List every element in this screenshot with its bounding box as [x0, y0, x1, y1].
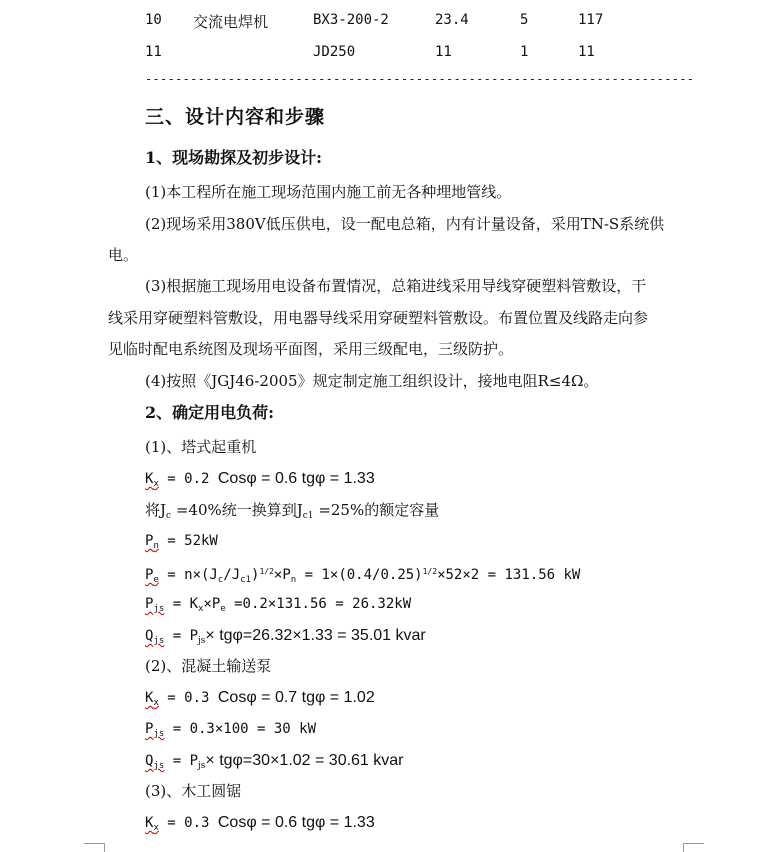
formula-line: 将$J_c =40\%$统一换算到$J_{c1} =25\%$的额定容量 — [145, 501, 440, 521]
table-cell-model: JD250 — [313, 44, 356, 60]
item-title: (3)、木工圆锯 — [145, 782, 242, 800]
paragraph: (3)根据施工现场用电设备布置情况，总箱进线采用导线穿硬塑料管敷设，干 — [145, 277, 647, 295]
formula-line: $K_x = 0.2$ Cosφ = 0.6 tgφ = 1.33 — [145, 470, 375, 489]
formula-line: $K_x = 0.3$ Cosφ = 0.7 tgφ = 1.02 — [145, 689, 375, 708]
separator-line: ------------------------------------------------------------------------- — [145, 72, 695, 86]
formula-line: $K_x = 0.3$ Cosφ = 0.6 tgφ = 1.33 — [145, 814, 375, 833]
formula-line: $P_{js} = 0.3\times 100 = 30$ kW — [145, 721, 316, 739]
paragraph: (4)按照《JGJ46-2005》规定制定施工组织设计，接地电阻R≤4Ω。 — [145, 372, 599, 390]
table-cell-power: 11 — [435, 44, 452, 60]
table-cell-total: 117 — [578, 12, 604, 28]
table-cell-qty: 5 — [520, 12, 529, 28]
symbol: $K_x$ — [145, 471, 159, 489]
item-title: (2)、混凝土输送泵 — [145, 657, 272, 675]
subsection-title: 2、确定用电负荷: — [145, 403, 275, 422]
paragraph-continued: 见临时配电系统图及现场平面图，采用三级配电，三级防护。 — [108, 340, 514, 358]
formula-line: $P_e = n\times(J_c/J_{c1})^{1/2}\times P_n = 1\times(0.4/0.25)^{1/2}\times 52\times 2 = 131.56$ kW — [145, 567, 581, 585]
formula-line: $Q_{js} = P_{js}\times tg\varphi=26.32\times 1.33 = 35.01$ kvar — [145, 627, 426, 646]
section-title: 三、设计内容和步骤 — [145, 106, 326, 128]
table-cell-no: 10 — [145, 12, 162, 28]
paragraph: (2)现场采用380V低压供电，设一配电总箱，内有计量设备，采用TN-S系统供 — [145, 215, 665, 233]
formula-line: $P_n = 52kW$ — [145, 533, 218, 551]
formula-line: $Q_{js} = P_{js}\times tg\varphi=30\times 1.02 = 30.61$ kvar — [145, 752, 404, 771]
item-title: (1)、塔式起重机 — [145, 438, 257, 456]
table-cell-name: 交流电焊机 — [193, 13, 269, 31]
paragraph-continued: 电。 — [108, 246, 139, 264]
subsection-title: 1、现场勘探及初步设计: — [145, 148, 323, 167]
table-cell-model: BX3-200-2 — [313, 12, 389, 28]
table-cell-no: 11 — [145, 44, 162, 60]
table-cell-power: 23.4 — [435, 12, 469, 28]
formula-line: $P_{js} = K_x\times P_e =0.2\times 131.56 = 26.32kW$ — [145, 596, 412, 614]
paragraph: (1)本工程所在施工现场范围内施工前无各种埋地管线。 — [145, 183, 512, 201]
table-cell-total: 11 — [578, 44, 595, 60]
paragraph-continued: 线采用穿硬塑料管敷设，用电器导线采用穿硬塑料管敷设。布置位置及线路走向参 — [108, 309, 649, 327]
table-cell-qty: 1 — [520, 44, 529, 60]
